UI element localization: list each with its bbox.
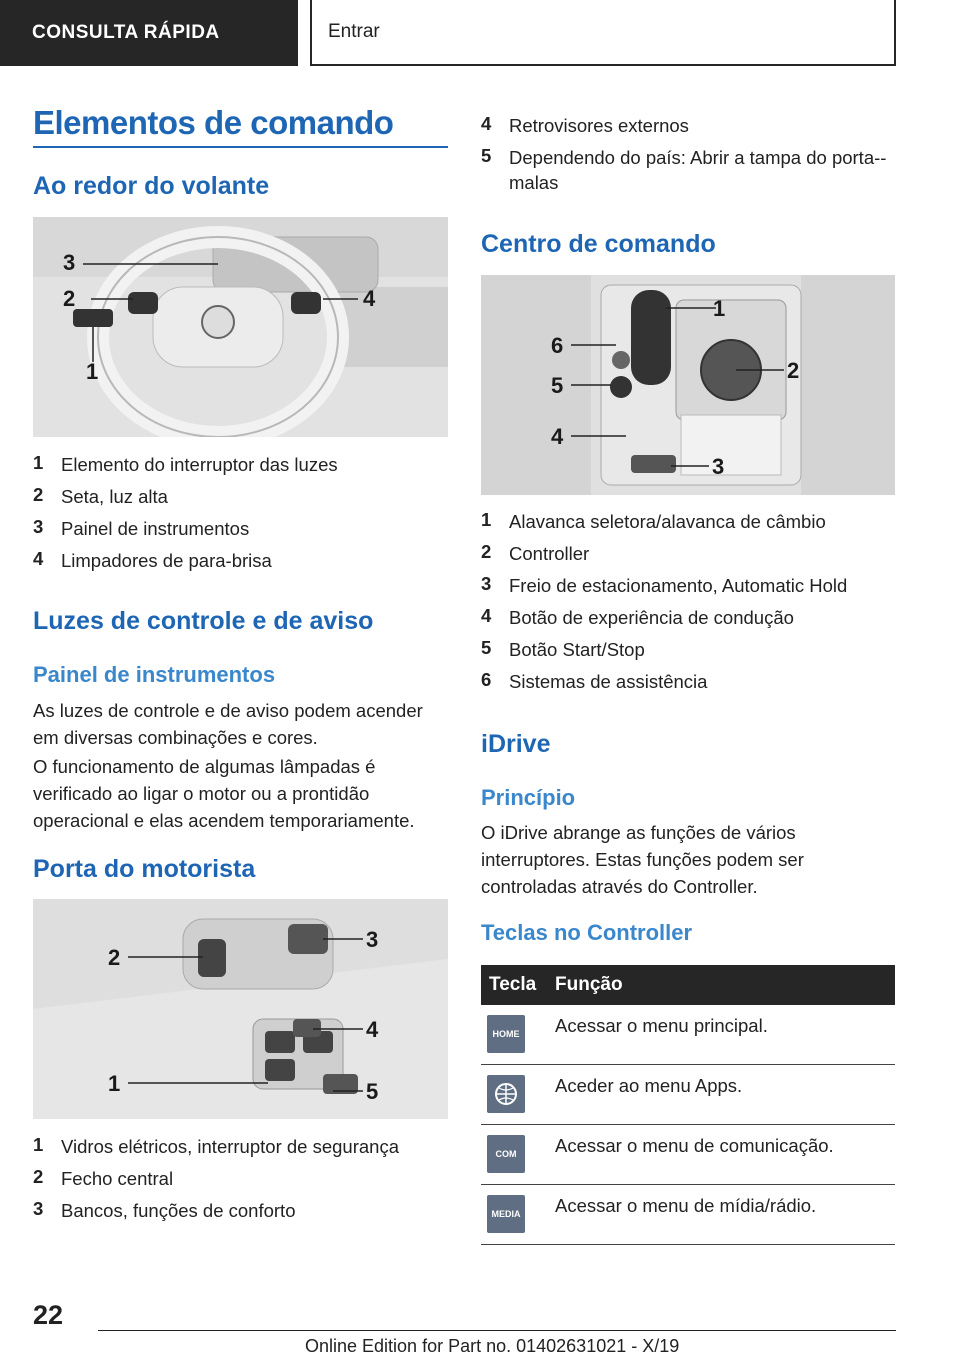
- home-key-icon: HOME: [487, 1015, 525, 1053]
- table-cell: Aceder ao menu Apps.: [547, 1065, 895, 1125]
- item-text: Alavanca seletora/alavanca de câmbio: [509, 511, 826, 532]
- callout-4: 4: [551, 424, 564, 449]
- list-item: [33, 548, 448, 580]
- table-header-row: [481, 965, 895, 1005]
- table-cell: Acessar o menu de comunicação.: [547, 1125, 895, 1185]
- item-text: Bancos, funções de conforto: [61, 1200, 296, 1221]
- edition-footer: Online Edition for Part no. 01402631021 - X/19: [305, 1336, 680, 1356]
- item-number: 4: [481, 113, 492, 134]
- section-tab: [0, 0, 298, 66]
- steering-wheel-figure: [33, 217, 448, 437]
- lights-heading: Luzes de controle e de aviso: [33, 607, 374, 635]
- item-number: 2: [481, 541, 492, 562]
- item-text: Retrovisores externos: [509, 115, 689, 136]
- list-item: [33, 484, 448, 516]
- lights-paragraph-1: As luzes de controle e de aviso podem acender em diversas combinações e cores.: [33, 700, 423, 748]
- item-text: Seta, luz alta: [61, 486, 168, 507]
- callout-2: 2: [787, 358, 800, 383]
- center-legend: [481, 509, 895, 701]
- list-item: [481, 145, 895, 203]
- item-number: 4: [481, 605, 492, 626]
- callout-4: 4: [363, 286, 376, 311]
- item-number: 1: [481, 509, 492, 530]
- item-number: 1: [33, 1134, 44, 1155]
- idrive-subheading: Princípio: [481, 785, 576, 810]
- footer-rule: [98, 1330, 896, 1331]
- col-header-key: Tecla: [481, 965, 547, 1005]
- list-item: [33, 452, 448, 484]
- table-cell: Acessar o menu de mídia/rádio.: [547, 1185, 895, 1245]
- com-key-icon: COM: [487, 1135, 525, 1173]
- steering-heading: Ao redor do volante: [33, 172, 270, 200]
- callout-3: 3: [63, 250, 76, 275]
- callout-6: 6: [551, 333, 564, 358]
- section-label: CONSULTA RÁPIDA: [32, 22, 220, 43]
- table-cell: Acessar o menu principal.: [547, 1005, 895, 1065]
- page-number: 22: [33, 1300, 64, 1330]
- item-number: 6: [481, 669, 492, 690]
- table-row: [481, 1125, 895, 1185]
- item-text: Controller: [509, 543, 590, 564]
- item-number: 3: [481, 573, 492, 594]
- apps-key-icon: [487, 1075, 525, 1113]
- keys-heading: Teclas no Controller: [481, 920, 693, 945]
- chapter-tab: [310, 0, 896, 66]
- callout-5: 5: [551, 373, 564, 398]
- item-text: Sistemas de assistência: [509, 671, 708, 692]
- item-text: Freio de estacionamento, Automatic Hold: [509, 575, 848, 596]
- table-row: [481, 1065, 895, 1125]
- item-number: 5: [481, 145, 492, 166]
- item-number: 2: [33, 1166, 44, 1187]
- media-key-icon: MEDIA: [487, 1195, 525, 1233]
- callout-5: 5: [366, 1079, 379, 1104]
- item-text: Elemento do interruptor das luzes: [61, 454, 338, 475]
- list-item: [481, 637, 895, 669]
- list-item: [481, 669, 895, 701]
- callout-1: 1: [108, 1071, 121, 1096]
- callout-2: 2: [108, 945, 121, 970]
- list-item: [481, 541, 895, 573]
- callout-2: 2: [63, 286, 76, 311]
- item-text: Vidros elétricos, interruptor de segurança: [61, 1136, 399, 1157]
- controller-keys-table: [481, 965, 895, 1245]
- item-text: Botão de experiência de condução: [509, 607, 794, 628]
- list-item: [33, 1166, 448, 1198]
- item-number: 3: [33, 516, 44, 537]
- door-heading: Porta do motorista: [33, 855, 256, 883]
- callout-1: 1: [713, 296, 726, 321]
- center-console-figure: [481, 275, 895, 495]
- callout-3: 3: [712, 454, 725, 479]
- callout-1: 1: [86, 359, 99, 384]
- steering-legend: [33, 452, 448, 580]
- item-number: 3: [33, 1198, 44, 1219]
- callout-3: 3: [366, 927, 379, 952]
- list-item: [33, 516, 448, 548]
- driver-door-figure: [33, 899, 448, 1119]
- lights-paragraph-2: O funcionamento de algumas lâmpadas é verificado ao ligar o motor ou a prontidão operacional e elas acendem temporariamente.: [33, 756, 415, 831]
- list-item: [481, 573, 895, 605]
- idrive-paragraph: O iDrive abrange as funções de vários interruptores. Estas funções podem ser controladas através do Controller.: [481, 822, 804, 897]
- table-row: [481, 1005, 895, 1065]
- item-text: Botão Start/Stop: [509, 639, 645, 660]
- item-number: 2: [33, 484, 44, 505]
- list-item: [481, 509, 895, 541]
- callout-4: 4: [366, 1017, 379, 1042]
- chapter-label: Entrar: [328, 21, 380, 42]
- lights-subheading: Painel de instrumentos: [33, 662, 276, 687]
- item-number: 4: [33, 548, 44, 569]
- door-legend-continued: [481, 113, 895, 203]
- center-heading: Centro de comando: [481, 230, 716, 258]
- list-item: [481, 605, 895, 637]
- idrive-heading: iDrive: [481, 730, 551, 758]
- item-number: 5: [481, 637, 492, 658]
- list-item: [33, 1198, 448, 1230]
- item-number: 1: [33, 452, 44, 473]
- item-text: Painel de instrumentos: [61, 518, 250, 539]
- door-legend: [33, 1134, 448, 1230]
- list-item: [33, 1134, 448, 1166]
- item-text: Fecho central: [61, 1168, 174, 1189]
- item-text: Limpadores de para-brisa: [61, 550, 272, 571]
- table-row: [481, 1185, 895, 1245]
- list-item: [481, 113, 895, 145]
- title-rule: [33, 146, 448, 148]
- page-title: Elementos de comando: [33, 104, 394, 141]
- item-text: Dependendo do país: Abrir a tampa do porta--malas: [509, 147, 887, 193]
- col-header-function: Função: [547, 965, 895, 1005]
